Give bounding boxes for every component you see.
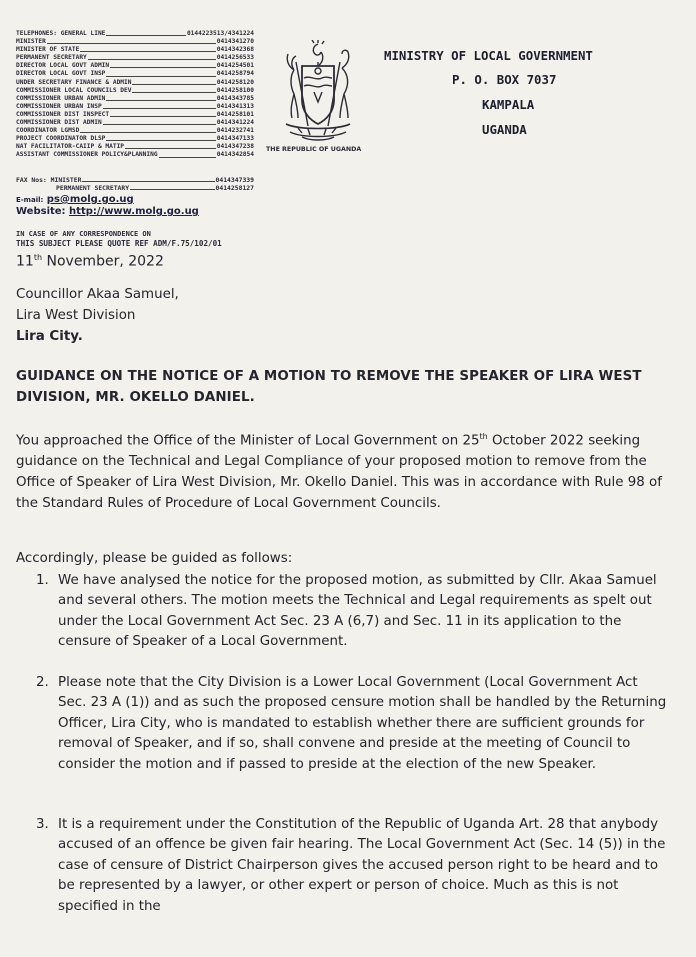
fax-row-ps — [16, 184, 254, 192]
phone-row — [16, 70, 254, 78]
phone-row — [16, 54, 254, 62]
phone-number: 0414347238 — [216, 143, 254, 151]
item-text: It is a requirement under the Constitution of the Republic of Uganda Art. 28 that anybody accused of an offence be given fair hearing. The Local Government Act (Sec. 14 (5)) in the case of censure of District Chairperson gives the accused person right to be heard and to be represented by a lawyer, or other expert or person of choice. Much as this is not specified in the — [58, 817, 666, 914]
reference-line-2: THIS SUBJECT PLEASE QUOTE REF ADM/F.75/102/01 — [16, 239, 222, 248]
phone-row — [16, 143, 254, 151]
phone-number: 0414258120 — [216, 78, 254, 86]
phone-row — [16, 95, 254, 103]
paragraph-part-2: October 2022 seeking guidance on the Technical and Legal Compliance of your proposed motion to remove from the Office of Speaker of Lira West Division, Mr. Okello Daniel. This was in accordance with Rule 98 of the Standard Rules of Procedure of Local Government Councils. — [16, 433, 662, 512]
phone-row — [16, 46, 254, 54]
coat-of-arms-icon — [268, 40, 368, 145]
phone-label: MINISTER — [16, 38, 46, 46]
phone-number: 0414341313 — [216, 102, 254, 110]
phone-row — [16, 62, 254, 70]
item-text: We have analysed the notice for the proposed motion, as submitted by Cllr. Akaa Samuel and several others. The motion meets the Technical and Legal requirements as spelt out under the Local Government Act Sec. 23 A (6,7) and Sec. 11 in its application to the censure of Speaker of a Local Government. — [58, 573, 657, 650]
phone-number: 0414342854 — [216, 151, 254, 159]
contact-block — [16, 194, 199, 218]
phone-label: UNDER SECRETARY FINANCE & ADMIN — [16, 78, 132, 86]
recipient-city: Lira City. — [16, 329, 83, 344]
date-day: 11 — [16, 253, 34, 270]
phone-label: MINISTER OF STATE — [16, 46, 80, 54]
website-line — [16, 206, 199, 218]
email-label: E-mail: — [16, 196, 44, 204]
phone-row — [16, 30, 254, 38]
phone-label: COMMISSIONER URBAN INSP — [16, 102, 102, 110]
phone-label: ASSISTANT COMMISSIONER POLICY&PLANNING — [16, 151, 158, 159]
reference-line-1: IN CASE OF ANY CORRESPONDENCE ON — [16, 230, 151, 238]
fax-label: FAX Nos: — [16, 176, 47, 184]
reference-block — [16, 229, 222, 249]
ministry-box: P. O. BOX 7037 — [452, 72, 557, 87]
phone-number: 0414341270 — [216, 38, 254, 46]
fax-ps-number: 0414258127 — [215, 184, 254, 193]
phone-row — [16, 111, 254, 119]
phone-row — [16, 103, 254, 111]
guidance-intro: Accordingly, please be guided as follows: — [16, 551, 293, 566]
opening-paragraph — [16, 427, 664, 515]
website-label: Website: — [16, 206, 66, 217]
phone-label: TELEPHONES: GENERAL LINE — [16, 30, 106, 37]
fax-row-minister — [16, 176, 254, 184]
phone-number: 0414258794 — [216, 70, 254, 78]
phone-number: 0414232741 — [216, 127, 254, 135]
letter-date — [16, 253, 164, 270]
phone-number: 0414254501 — [216, 62, 254, 70]
phone-number: 0414258100 — [216, 86, 254, 94]
phone-number: 0414343785 — [216, 94, 254, 102]
item-number: 2. — [36, 675, 49, 690]
phone-row — [16, 151, 254, 159]
phone-label: COORDINATOR LGMSD — [16, 127, 80, 135]
phone-label: COMMISSIONER LOCAL COUNCILS DEV — [16, 86, 132, 94]
date-suffix: th — [33, 253, 43, 262]
phone-number: 0414342368 — [216, 46, 254, 54]
ministry-name: MINISTRY OF LOCAL GOVERNMENT — [384, 48, 593, 63]
ministry-country: UGANDA — [482, 122, 527, 137]
phone-label: COMMISSIONER DIST INSPECT — [16, 110, 110, 118]
phone-row — [16, 79, 254, 87]
item-number: 3. — [36, 817, 49, 832]
phone-number: 0414347133 — [216, 135, 254, 143]
list-item — [36, 815, 668, 917]
fax-list — [16, 176, 254, 192]
date-rest: November, 2022 — [42, 253, 164, 270]
email-link[interactable]: ps@molg.go.ug — [46, 194, 134, 205]
ministry-city: KAMPALA — [482, 97, 535, 112]
phone-row — [16, 87, 254, 95]
phone-label: COMMISSIONER DIST ADMIN — [16, 119, 102, 127]
fax-minister-number: 0414347339 — [215, 176, 254, 184]
phone-label: DIRECTOR LOCAL GOVT ADMIN — [16, 62, 110, 70]
item-text: Please note that the City Division is a Lower Local Government (Local Government Act Sec. 23 A (1)) and as such the proposed censure motion shall be handled by the Returning Officer, Lira City, who is mandated to establish whether there are sufficient grounds for removal of Speaker, and if so, shall convene and preside at the meeting of Council to consider the motion and if passed to preside at the election of the new Speaker. — [58, 675, 667, 772]
phone-number: 0414341224 — [216, 119, 254, 127]
email-line — [16, 194, 199, 206]
list-item — [36, 571, 668, 653]
recipient-line-1: Councillor Akaa Samuel, — [16, 287, 179, 302]
phone-row — [16, 119, 254, 127]
paragraph-sup: th — [479, 432, 488, 441]
phone-label: COMMISSIONER URBAN ADMIN — [16, 94, 106, 102]
phone-label: DIRECTOR LOCAL GOVT INSP — [16, 70, 106, 78]
phone-row — [16, 38, 254, 46]
phone-row — [16, 135, 254, 143]
paragraph-part-1: You approached the Office of the Minister of Local Government on 25 — [16, 433, 480, 449]
telephone-list — [16, 30, 254, 160]
fax-minister-label: MINISTER — [50, 176, 82, 184]
phone-label: NAT FACILITATOR-CAIIP & MATIP — [16, 143, 125, 151]
phone-label: PERMANENT SECRETARY — [16, 54, 87, 62]
recipient-address — [16, 284, 179, 347]
item-number: 1. — [36, 573, 49, 588]
phone-number: 0414256533 — [216, 54, 254, 62]
phone-row — [16, 127, 254, 135]
subject-line-1: GUIDANCE ON THE NOTICE OF A MOTION TO REMOVE THE SPEAKER OF LIRA WEST — [16, 369, 642, 384]
letter-subject — [16, 366, 656, 408]
phone-label: PROJECT COORDINATOR DLSP — [16, 135, 106, 143]
list-item — [36, 673, 668, 775]
subject-line-2: DIVISION, MR. OKELLO DANIEL. — [16, 390, 255, 405]
phone-number: 0414258101 — [216, 110, 254, 118]
recipient-line-2: Lira West Division — [16, 308, 136, 323]
fax-ps-label: PERMANENT SECRETARY — [56, 184, 130, 193]
phone-number: 0144223513/4341224 — [186, 30, 254, 37]
emblem-caption: THE REPUBLIC OF UGANDA — [266, 146, 362, 153]
website-link[interactable]: http://www.molg.go.ug — [69, 206, 199, 217]
